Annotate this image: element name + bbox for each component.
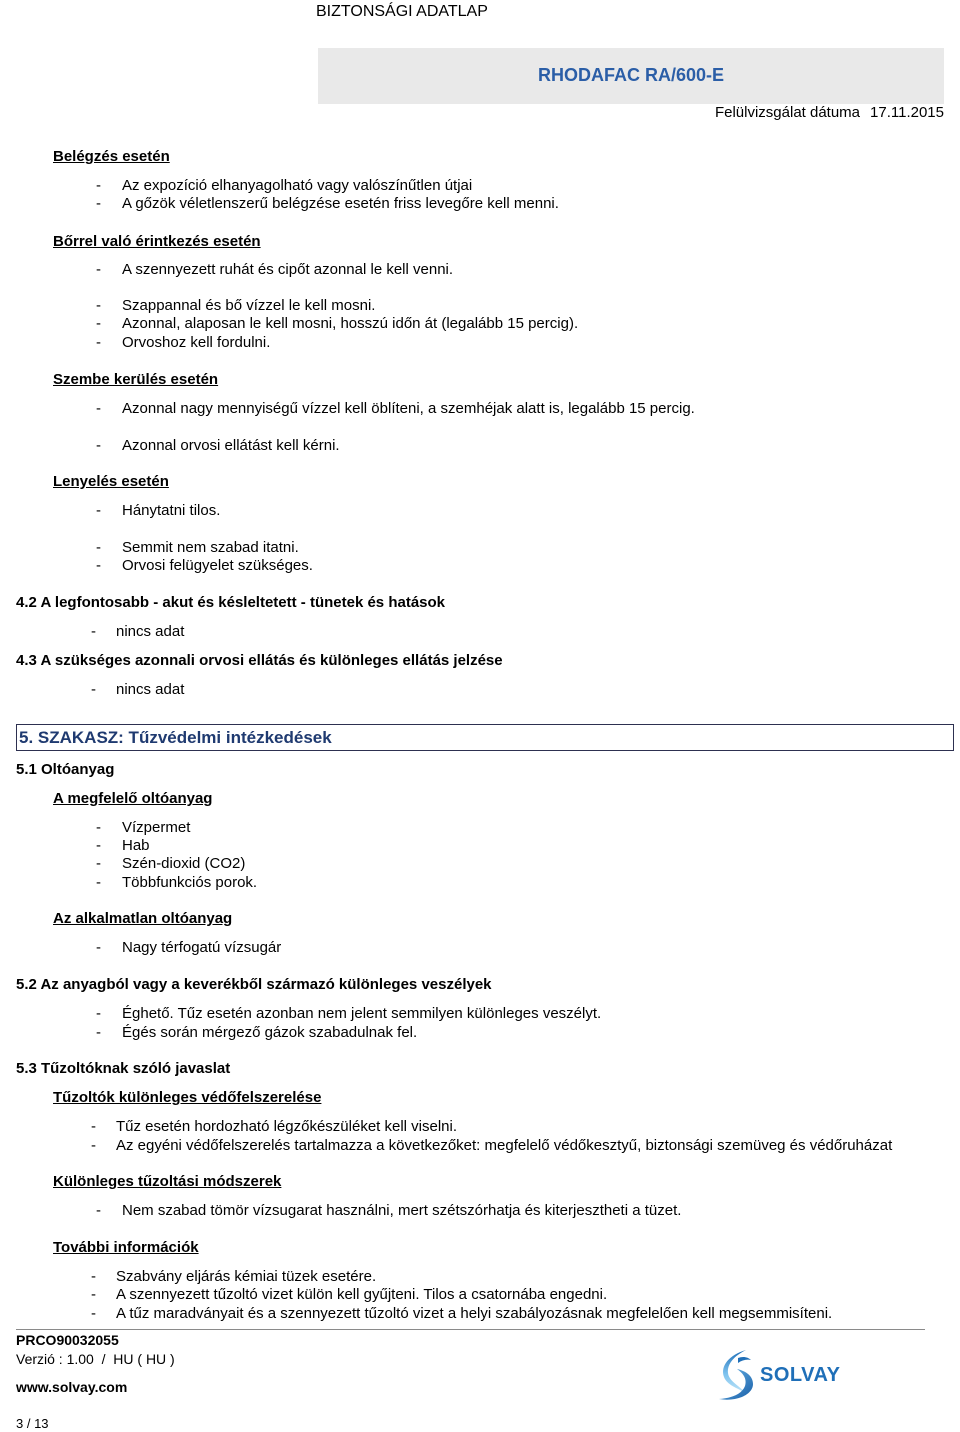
revision-date: 17.11.2015 — [870, 104, 944, 121]
subsection-5-2-heading: 5.2 Az anyagból vagy a keverékből származó különleges veszélyek — [16, 976, 492, 993]
subsection-5-3-heading: 5.3 Tűzoltóknak szóló javaslat — [16, 1060, 231, 1077]
section-5-title-box — [16, 724, 954, 751]
list-item: - Nem szabad tömör vízsugarat használni, mert szétszórhatja és kiterjesztheti a tüzet. — [96, 1202, 681, 1220]
website-link[interactable]: www.solvay.com — [16, 1379, 128, 1395]
list-item: - A szennyezett ruhát és cipőt azonnal le kell venni. — [96, 261, 453, 279]
list-item: - A tűz maradványait és a szennyezett tűzoltó vizet a helyi szabályozásnak megfelelően kell megsemmisíteni. — [91, 1305, 832, 1323]
unsuitable-media-heading: Az alkalmatlan oltóanyag — [53, 910, 233, 927]
subsection-4-3-heading: 4.3 A szükséges azonnali orvosi ellátás és különleges ellátás jelzése — [16, 652, 503, 669]
list-item: - Szappannal és bő vízzel le kell mosni. — [96, 297, 375, 315]
list-item: - Égés során mérgező gázok szabadulnak fel. — [96, 1024, 417, 1042]
subsection-4-2-heading: 4.2 A legfontosabb - akut és késleltetett - tünetek és hatások — [16, 594, 446, 611]
list-item: - Nagy térfogatú vízsugár — [96, 939, 281, 957]
list-item: - nincs adat — [91, 623, 184, 641]
list-item: - A szennyezett tűzoltó vizet külön kell gyűjteni. Tilos a csatornába engedni. — [91, 1286, 607, 1304]
header-band — [318, 48, 944, 104]
solvay-swirl-logo-icon — [716, 1348, 756, 1402]
page-number: 3 / 13 — [16, 1416, 49, 1431]
list-item: - Többfunkciós porok. — [96, 874, 257, 892]
firefighting-methods-heading: Különleges tűzoltási módszerek — [53, 1173, 282, 1190]
subsection-5-1-heading: 5.1 Oltóanyag — [16, 761, 115, 778]
document-code: PRCO90032055 — [16, 1332, 119, 1348]
list-item: - Hab — [96, 837, 150, 855]
document-type-title: BIZTONSÁGI ADATLAP — [316, 3, 488, 20]
protective-equipment-heading: Tűzoltók különleges védőfelszerelése — [53, 1089, 322, 1106]
revision-date-line — [715, 104, 944, 122]
solvay-logo-text: SOLVAY — [760, 1364, 841, 1386]
eye-contact-heading: Szembe kerülés esetén — [53, 371, 219, 388]
list-item: - Az expozíció elhanyagolható vagy valószínűtlen útjai — [96, 177, 472, 195]
ingestion-heading: Lenyelés esetén — [53, 473, 169, 490]
list-item: - Szén-dioxid (CO2) — [96, 855, 245, 873]
list-item: - nincs adat — [91, 681, 184, 699]
further-information-heading: További információk — [53, 1239, 199, 1256]
version-info: Verzió : 1.00 / HU ( HU ) — [16, 1351, 175, 1367]
suitable-media-heading: A megfelelő oltóanyag — [53, 790, 213, 807]
skin-contact-heading: Bőrrel való érintkezés esetén — [53, 233, 261, 250]
list-item: - Orvoshoz kell fordulni. — [96, 334, 270, 352]
list-item: - Azonnal nagy mennyiségű vízzel kell öblíteni, a szemhéjak alatt is, legalább 15 percig. — [96, 400, 695, 418]
list-item: - Szabvány eljárás kémiai tüzek esetére. — [91, 1268, 376, 1286]
section-5-title: 5. SZAKASZ: Tűzvédelmi intézkedések — [19, 728, 332, 747]
list-item: - Vízpermet — [96, 819, 190, 837]
footer-divider — [16, 1329, 925, 1330]
inhalation-heading: Belégzés esetén — [53, 148, 170, 165]
list-item: - Hánytatni tilos. — [96, 502, 220, 520]
list-item: - Az egyéni védőfelszerelés tartalmazza a következőket: megfelelő védőkesztyű, biztonsági szemüveg és védőruházat — [91, 1137, 892, 1155]
list-item: - Azonnal orvosi ellátást kell kérni. — [96, 437, 340, 455]
product-name: RHODAFAC RA/600-E — [537, 65, 725, 85]
list-item: - Orvosi felügyelet szükséges. — [96, 557, 313, 575]
list-item: - Tűz esetén hordozható légzőkészüléket kell viselni. — [91, 1118, 457, 1136]
list-item: - Semmit nem szabad itatni. — [96, 539, 299, 557]
list-item: - Éghető. Tűz esetén azonban nem jelent semmilyen különleges veszélyt. — [96, 1005, 601, 1023]
list-item: - A gőzök véletlenszerű belégzése esetén friss levegőre kell menni. — [96, 195, 559, 213]
revision-label: Felülvizsgálat dátuma — [714, 104, 861, 121]
list-item: - Azonnal, alaposan le kell mosni, hosszú időn át (legalább 15 percig). — [96, 315, 578, 333]
